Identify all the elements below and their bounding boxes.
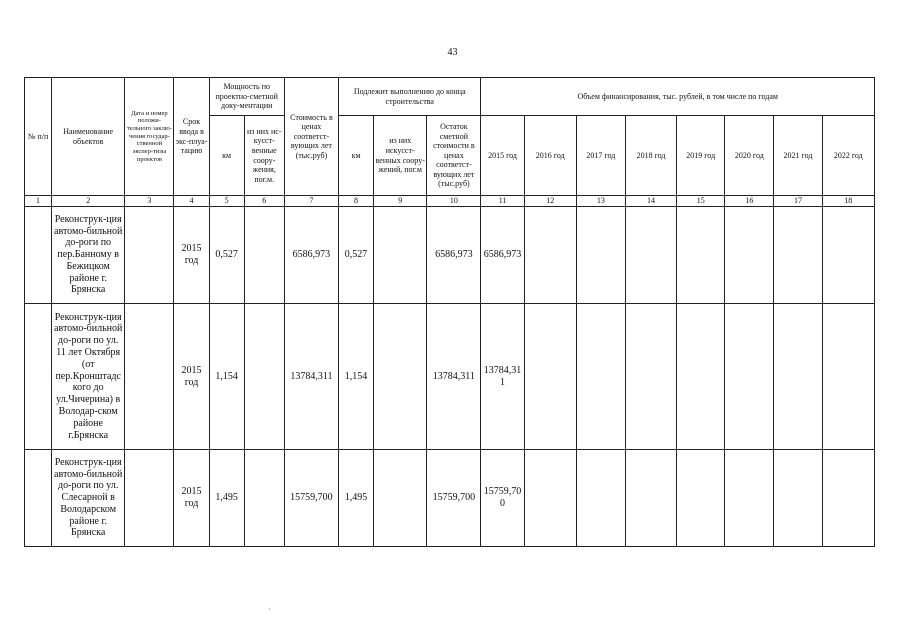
balance: 6586,973 <box>427 207 481 304</box>
commissioning-year: 2015 год <box>174 450 209 547</box>
financing-2021 <box>774 304 822 450</box>
scan-speck: · <box>268 605 271 614</box>
header-year-2018: 2018 год <box>625 116 676 196</box>
capacity-km: 1,154 <box>209 304 244 450</box>
column-number: 3 <box>125 196 174 207</box>
column-number: 11 <box>481 196 524 207</box>
header-km: км <box>209 116 244 196</box>
table-row <box>25 207 875 304</box>
financing-2020 <box>725 304 774 450</box>
column-number: 6 <box>244 196 284 207</box>
table-row <box>25 450 875 547</box>
balance: 13784,311 <box>427 304 481 450</box>
capacity-artificial-cell <box>244 207 284 304</box>
financing-2019 <box>677 450 725 547</box>
header-year-2019: 2019 год <box>677 116 725 196</box>
construction-objects-table <box>24 77 875 547</box>
remaining-km: 1,495 <box>339 450 374 547</box>
header-capacity: Мощность по проектно-сметной доку-ментации <box>209 78 284 116</box>
column-number: 4 <box>174 196 209 207</box>
expertise-date-cell <box>125 207 174 304</box>
financing-2015: 13784,311 <box>481 304 524 450</box>
financing-2017 <box>576 304 625 450</box>
header-year-2017: 2017 год <box>576 116 625 196</box>
capacity-artificial-cell <box>244 450 284 547</box>
financing-2018 <box>625 450 676 547</box>
row-num-cell <box>25 304 52 450</box>
financing-2019 <box>677 207 725 304</box>
financing-2018 <box>625 207 676 304</box>
column-number: 14 <box>625 196 676 207</box>
header-name: Наименование объектов <box>52 78 125 196</box>
header-term: Срок ввода в экс-плуа-тацию <box>174 78 209 196</box>
header-year-2016: 2016 год <box>524 116 576 196</box>
cost: 15759,700 <box>284 450 338 547</box>
expertise-date-cell <box>125 304 174 450</box>
column-number: 10 <box>427 196 481 207</box>
remaining-artificial-cell <box>374 304 427 450</box>
financing-2016 <box>524 207 576 304</box>
capacity-artificial-cell <box>244 304 284 450</box>
header-financing: Объем финансирования, тыс. рублей, в том числе по годам <box>481 78 875 116</box>
column-number: 12 <box>524 196 576 207</box>
financing-2015: 15759,700 <box>481 450 524 547</box>
object-name: Реконструк-ция автомо-бильной до-роги по ул. Слесарной в Володарском районе г. Брянска <box>52 450 125 547</box>
financing-2022 <box>822 207 874 304</box>
column-number: 7 <box>284 196 338 207</box>
header-cost: Стоимость в ценах соответст-вующих лет (тыс.руб) <box>284 78 338 196</box>
remaining-km: 0,527 <box>339 207 374 304</box>
financing-2022 <box>822 450 874 547</box>
row-num-cell <box>25 207 52 304</box>
object-name: Реконструк-ция автомо-бильной до-роги по пер.Банному в Бежицком районе г. Брянска <box>52 207 125 304</box>
column-number: 1 <box>25 196 52 207</box>
column-number: 13 <box>576 196 625 207</box>
financing-2015: 6586,973 <box>481 207 524 304</box>
balance: 15759,700 <box>427 450 481 547</box>
expertise-date-cell <box>125 450 174 547</box>
page-number: 43 <box>447 47 458 58</box>
financing-2016 <box>524 450 576 547</box>
financing-2017 <box>576 450 625 547</box>
header-artificial: из них ис-кусст-венные соору-жения, пог.м. <box>244 116 284 196</box>
column-number: 18 <box>822 196 874 207</box>
header-year-2020: 2020 год <box>725 116 774 196</box>
column-number: 9 <box>374 196 427 207</box>
financing-2016 <box>524 304 576 450</box>
header-balance: Остаток сметной стоимости в ценах соответст-вующих лет (тыс.руб) <box>427 116 481 196</box>
table-row <box>25 304 875 450</box>
column-number: 5 <box>209 196 244 207</box>
column-number: 15 <box>677 196 725 207</box>
cost: 13784,311 <box>284 304 338 450</box>
remaining-artificial-cell <box>374 450 427 547</box>
header-km-remaining: км <box>339 116 374 196</box>
remaining-artificial-cell <box>374 207 427 304</box>
column-number: 16 <box>725 196 774 207</box>
financing-2020 <box>725 450 774 547</box>
header-year-2022: 2022 год <box>822 116 874 196</box>
financing-2021 <box>774 450 822 547</box>
header-num: № п/п <box>25 78 52 196</box>
capacity-km: 0,527 <box>209 207 244 304</box>
header-artificial-remaining: из них искусст-венных соору-жений, пог.м <box>374 116 427 196</box>
capacity-km: 1,495 <box>209 450 244 547</box>
header-year-2015: 2015 год <box>481 116 524 196</box>
financing-2017 <box>576 207 625 304</box>
object-name: Реконструк-ция автомо-бильной до-роги по ул. 11 лет Октября (от пер.Кронштадского до ул.Чичерина) в Володар-ском районе г.Брянска <box>52 304 125 450</box>
remaining-km: 1,154 <box>339 304 374 450</box>
financing-2019 <box>677 304 725 450</box>
financing-2020 <box>725 207 774 304</box>
header-expertise-date: Дата и номер положи-тельного заклю-чения государ-ственной экспер-тизы проектов <box>125 78 174 196</box>
financing-2021 <box>774 207 822 304</box>
column-number: 8 <box>339 196 374 207</box>
financing-2022 <box>822 304 874 450</box>
financing-2018 <box>625 304 676 450</box>
column-number: 2 <box>52 196 125 207</box>
commissioning-year: 2015 год <box>174 304 209 450</box>
row-num-cell <box>25 450 52 547</box>
commissioning-year: 2015 год <box>174 207 209 304</box>
column-number: 17 <box>774 196 822 207</box>
cost: 6586,973 <box>284 207 338 304</box>
header-year-2021: 2021 год <box>774 116 822 196</box>
header-remaining-work: Подлежит выполнению до конца строительства <box>339 78 481 116</box>
